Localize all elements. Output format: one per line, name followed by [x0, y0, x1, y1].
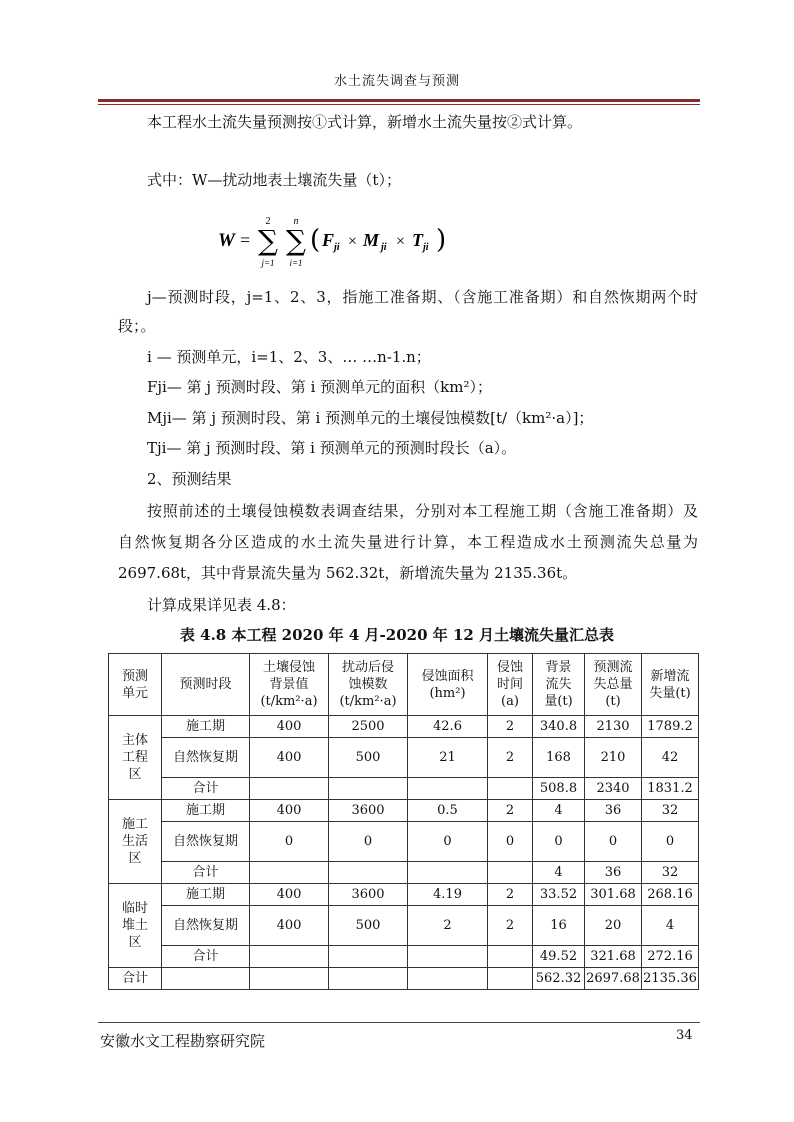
value-cell: 33.52 — [533, 884, 585, 906]
value-cell: 1831.2 — [642, 778, 699, 800]
value-cell: 2 — [488, 800, 533, 822]
def-i: i — 预测单元，i=1、2、3、… …n-1.n； — [147, 348, 431, 366]
value-cell: 4.19 — [408, 884, 488, 906]
value-cell: 1789.2 — [642, 716, 699, 738]
table-reference: 计算成果详见表 4.8： — [147, 596, 296, 614]
value-cell: 340.8 — [533, 716, 585, 738]
formula-equals: = — [240, 230, 251, 250]
period-cell: 自然恢复期 — [162, 822, 250, 862]
unit-name-cell: 临时 堆土 区 — [109, 884, 162, 968]
value-cell: 400 — [250, 906, 329, 946]
table-total-row — [109, 968, 699, 990]
header-cell: 预测时段 — [162, 654, 250, 716]
sum2-bottom: i=1 — [289, 258, 303, 268]
value-cell — [329, 778, 408, 800]
formula-T-sub: ji — [423, 242, 429, 253]
total-value-cell: 2135.36 — [642, 968, 699, 990]
def-T: Tji— 第 j 预测时段、第 i 预测单元的预测时段长（a）。 — [147, 439, 517, 457]
value-cell: 400 — [250, 800, 329, 822]
result-line3: 2697.68t，其中背景流失量为 562.32t，新增流失量为 2135.36t。 — [118, 564, 578, 582]
total-value-cell — [162, 968, 250, 990]
erosion-formula — [218, 214, 478, 270]
value-cell — [250, 946, 329, 968]
value-cell: 508.8 — [533, 778, 585, 800]
value-cell: 3600 — [329, 800, 408, 822]
formula-F: F — [322, 230, 335, 250]
result-line1: 按照前述的土壤侵蚀模数表调查结果，分别对本工程施工期（含施工准备期）及 — [147, 502, 698, 520]
value-cell: 36 — [585, 862, 642, 884]
total-value-cell — [408, 968, 488, 990]
period-cell: 合计 — [162, 946, 250, 968]
header-cell: 新增流 失量(t) — [642, 654, 699, 716]
value-cell: 400 — [250, 738, 329, 778]
table-row — [109, 800, 699, 822]
period-cell: 施工期 — [162, 716, 250, 738]
total-value-cell: 562.32 — [533, 968, 585, 990]
paren-open: ( — [310, 225, 321, 255]
value-cell — [408, 946, 488, 968]
footer-organization: 安徽水文工程勘察研究院 — [100, 1032, 266, 1050]
value-cell — [329, 946, 408, 968]
table-row — [109, 778, 699, 800]
value-cell: 2340 — [585, 778, 642, 800]
def-F: Fji— 第 j 预测时段、第 i 预测单元的面积（km²）； — [147, 378, 492, 396]
period-cell: 合计 — [162, 862, 250, 884]
sum1-bottom: j=1 — [261, 258, 275, 268]
value-cell — [488, 778, 533, 800]
formula-M: M — [363, 230, 380, 250]
value-cell: 2 — [488, 884, 533, 906]
value-cell: 4 — [533, 862, 585, 884]
header-cell: 预测流 失总量 (t) — [585, 654, 642, 716]
value-cell: 210 — [585, 738, 642, 778]
soil-loss-summary-table — [108, 653, 699, 990]
total-value-cell — [488, 968, 533, 990]
page-number: 34 — [676, 1028, 693, 1043]
paragraph-w-definition: 式中：W—扰动地表土壤流失量（t）； — [147, 171, 401, 189]
page-header-title: 水土流失调查与预测 — [333, 74, 460, 89]
value-cell: 2500 — [329, 716, 408, 738]
value-cell: 0 — [488, 822, 533, 862]
value-cell — [329, 862, 408, 884]
value-cell: 2 — [488, 716, 533, 738]
formula-T: T — [412, 230, 423, 250]
value-cell: 268.16 — [642, 884, 699, 906]
value-cell: 301.68 — [585, 884, 642, 906]
value-cell: 168 — [533, 738, 585, 778]
value-cell: 16 — [533, 906, 585, 946]
unit-name-cell: 主体 工程 区 — [109, 716, 162, 800]
paragraph-method: 本工程水土流失量预测按①式计算，新增水土流失量按②式计算。 — [147, 113, 583, 131]
value-cell — [488, 862, 533, 884]
value-cell: 0 — [250, 822, 329, 862]
table-header-row — [109, 654, 699, 716]
period-cell: 自然恢复期 — [162, 906, 250, 946]
table-row — [109, 822, 699, 862]
table-row — [109, 716, 699, 738]
header-cell: 侵蚀面积 (hm²) — [408, 654, 488, 716]
header-rule-thin — [98, 104, 700, 105]
formula-times-1: × — [348, 233, 358, 250]
value-cell: 500 — [329, 906, 408, 946]
table-row — [109, 906, 699, 946]
value-cell: 0.5 — [408, 800, 488, 822]
value-cell — [408, 778, 488, 800]
table-row — [109, 862, 699, 884]
header-cell: 土壤侵蚀 背景值 (t/km²·a) — [250, 654, 329, 716]
value-cell — [250, 778, 329, 800]
total-value-cell — [250, 968, 329, 990]
total-value-cell — [329, 968, 408, 990]
value-cell: 0 — [408, 822, 488, 862]
formula-times-2: × — [396, 233, 406, 250]
total-value-cell: 2697.68 — [585, 968, 642, 990]
value-cell: 500 — [329, 738, 408, 778]
result-line2: 自然恢复期各分区造成的水土流失量进行计算，本工程造成水土预测流失总量为 — [118, 533, 698, 551]
value-cell: 2 — [488, 738, 533, 778]
value-cell: 321.68 — [585, 946, 642, 968]
header-cell: 预测 单元 — [109, 654, 162, 716]
total-label-cell: 合计 — [109, 968, 162, 990]
period-cell: 合计 — [162, 778, 250, 800]
table-caption: 表 4.8 本工程 2020 年 4 月-2020 年 12 月土壤流失量汇总表 — [179, 626, 615, 644]
paren-close: ) — [436, 225, 447, 255]
formula-M-sub: ji — [381, 242, 387, 253]
value-cell: 36 — [585, 800, 642, 822]
def-j-line1: j—预测时段，j=1、2、3，指施工准备期、（含施工准备期）和自然恢期两个时 — [147, 288, 698, 306]
value-cell: 2130 — [585, 716, 642, 738]
value-cell: 49.52 — [533, 946, 585, 968]
value-cell: 4 — [642, 906, 699, 946]
value-cell: 400 — [250, 884, 329, 906]
value-cell — [250, 862, 329, 884]
header-cell: 扰动后侵 蚀模数 (t/km²·a) — [329, 654, 408, 716]
sum1-sigma: ∑ — [258, 224, 278, 257]
header-rule-thick — [98, 99, 700, 102]
header-cell: 背景 流失 量(t) — [533, 654, 585, 716]
value-cell: 272.16 — [642, 946, 699, 968]
value-cell: 32 — [642, 800, 699, 822]
value-cell: 2 — [488, 906, 533, 946]
sum2-sigma: ∑ — [286, 224, 306, 257]
value-cell: 2 — [408, 906, 488, 946]
formula-F-sub: ji — [334, 242, 340, 253]
formula-lhs: W — [218, 230, 235, 251]
sum2-top: n — [293, 216, 299, 227]
footer-rule — [98, 1022, 700, 1023]
header-cell: 侵蚀 时间 (a) — [488, 654, 533, 716]
value-cell: 20 — [585, 906, 642, 946]
value-cell: 21 — [408, 738, 488, 778]
table-row — [109, 946, 699, 968]
period-cell: 施工期 — [162, 884, 250, 906]
value-cell: 400 — [250, 716, 329, 738]
def-M: Mji— 第 j 预测时段、第 i 预测单元的土壤侵蚀模数[t/（km²·a）]； — [147, 409, 594, 427]
value-cell — [488, 946, 533, 968]
unit-name-cell: 施工 生活 区 — [109, 800, 162, 884]
value-cell: 0 — [329, 822, 408, 862]
period-cell: 施工期 — [162, 800, 250, 822]
value-cell: 0 — [642, 822, 699, 862]
value-cell — [408, 862, 488, 884]
period-cell: 自然恢复期 — [162, 738, 250, 778]
value-cell: 4 — [533, 800, 585, 822]
value-cell: 3600 — [329, 884, 408, 906]
sum1-top: 2 — [265, 216, 271, 227]
value-cell: 0 — [585, 822, 642, 862]
value-cell: 32 — [642, 862, 699, 884]
value-cell: 0 — [533, 822, 585, 862]
table-row — [109, 738, 699, 778]
table-row — [109, 884, 699, 906]
def-j-line2: 段；。 — [118, 317, 156, 335]
value-cell: 42.6 — [408, 716, 488, 738]
section-heading: 2、预测结果 — [147, 470, 232, 488]
value-cell: 42 — [642, 738, 699, 778]
